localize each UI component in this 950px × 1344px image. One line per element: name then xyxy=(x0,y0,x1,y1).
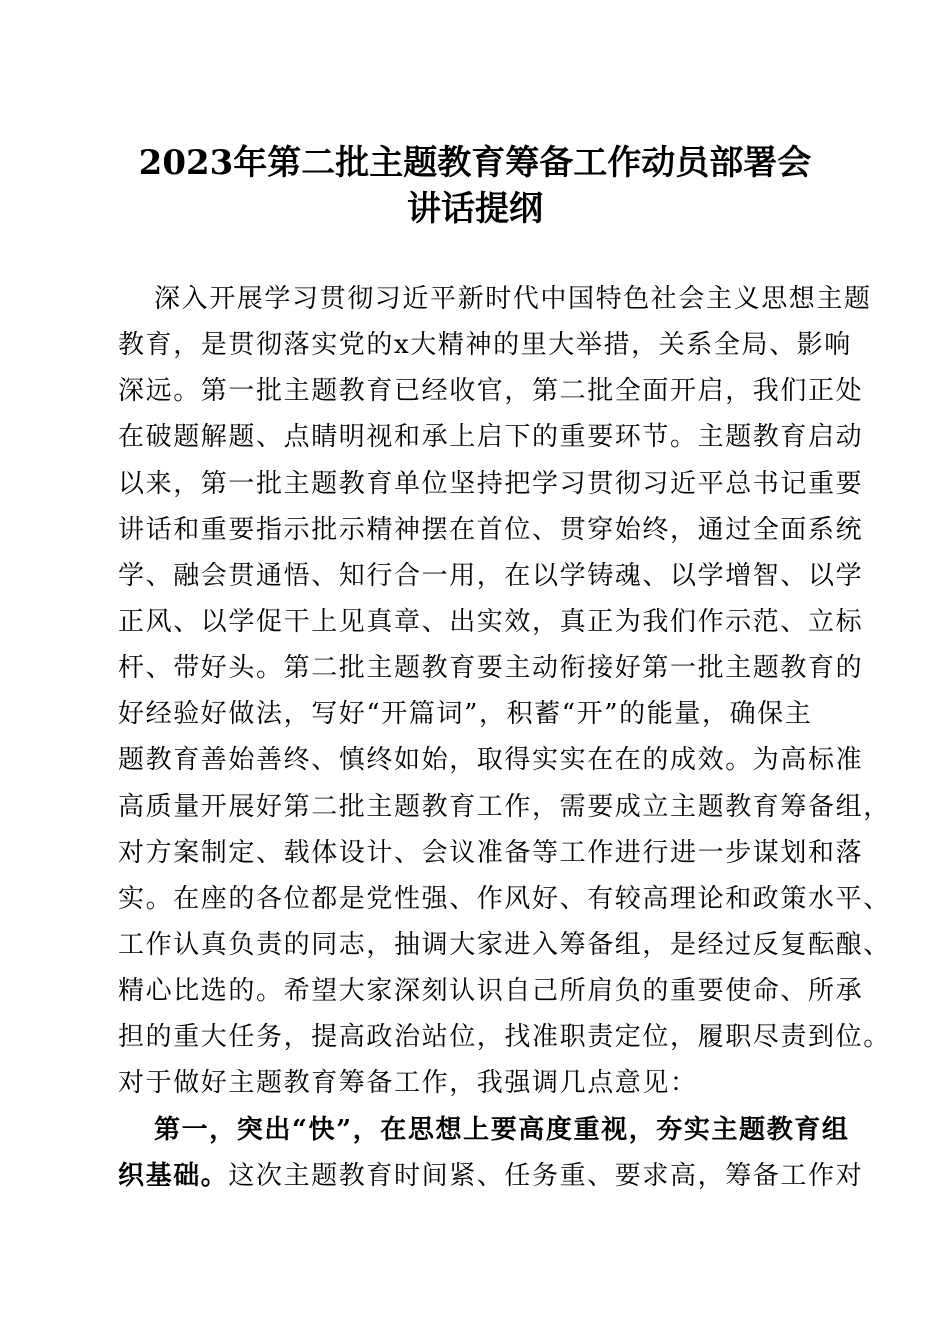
paragraph-line: 讲话和重要指示批示精神摆在首位、贯穿始终，通过全面系统 xyxy=(118,514,864,545)
paragraph-line: 正风、以学促干上见真章、出实效，真正为我们作示范、立标 xyxy=(118,606,864,637)
paragraph-line: 教育，是贯彻落实党的x大精神的里大举措，关系全局、影响 xyxy=(118,330,852,361)
section-body-text: 这次主题教育时间紧、任务重、要求高，筹备工作对 xyxy=(228,1160,864,1191)
section-heading-end: 织基础。 xyxy=(118,1160,229,1191)
paragraph-2 xyxy=(118,1107,864,1199)
paragraph-line: 高质量开展好第二批主题教育工作，需要成立主题教育筹备组， xyxy=(118,791,891,822)
paragraph-line: 学、融会贯通悟、知行合一用，在以学铸魂、以学增智、以学 xyxy=(118,560,864,591)
paragraph-line: 深远。第一批主题教育已经收官，第二批全面开启，我们正处 xyxy=(118,376,864,407)
paragraph-line: 精心比选的。希望大家深刻认识自己所肩负的重要使命、所承 xyxy=(118,976,864,1007)
paragraph-line xyxy=(118,1153,864,1199)
paragraph-line: 好经验好做法，写好“开篇词”，积蓄“开”的能量，确保主 xyxy=(118,699,813,730)
paragraph-line: 工作认真负责的同志，抽调大家进入筹备组，是经过反复酝酿、 xyxy=(118,929,891,960)
paragraph-line: 担的重大任务，提高政治站位，找准职责定位，履职尽责到位。 xyxy=(118,1022,891,1053)
title-line-1: 2023年第二批主题教育筹备工作动员部署会 xyxy=(138,143,812,183)
paragraph-line: 以来，第一批主题教育单位坚持把学习贯彻习近平总书记重要 xyxy=(118,468,864,499)
paragraph-line: 杆、带好头。第二批主题教育要主动衔接好第一批主题教育的 xyxy=(118,653,864,684)
paragraph-1 xyxy=(118,276,891,1107)
document-body xyxy=(118,276,891,1199)
paragraph-line: 题教育善始善终、慎终如始，取得实实在在的成效。为高标准 xyxy=(118,745,864,776)
paragraph-line: 对方案制定、载体设计、会议准备等工作进行进一步谋划和落 xyxy=(118,837,864,868)
paragraph-line: 实。在座的各位都是党性强、作风好、有较高理论和政策水平、 xyxy=(118,883,891,914)
title-line-2: 讲话提纲 xyxy=(407,189,543,229)
paragraph-line: 在破题解题、点睛明视和承上启下的重要环节。主题教育启动 xyxy=(118,422,864,453)
section-heading-line: 第一，突出“快”，在思想上要高度重视，夯实主题教育组 xyxy=(154,1114,850,1145)
paragraph-line: 对于做好主题教育筹备工作，我强调几点意见： xyxy=(118,1068,698,1099)
paragraph-line: 深入开展学习贯彻习近平新时代中国特色社会主义思想主题 xyxy=(154,284,872,314)
document-title xyxy=(90,140,860,232)
